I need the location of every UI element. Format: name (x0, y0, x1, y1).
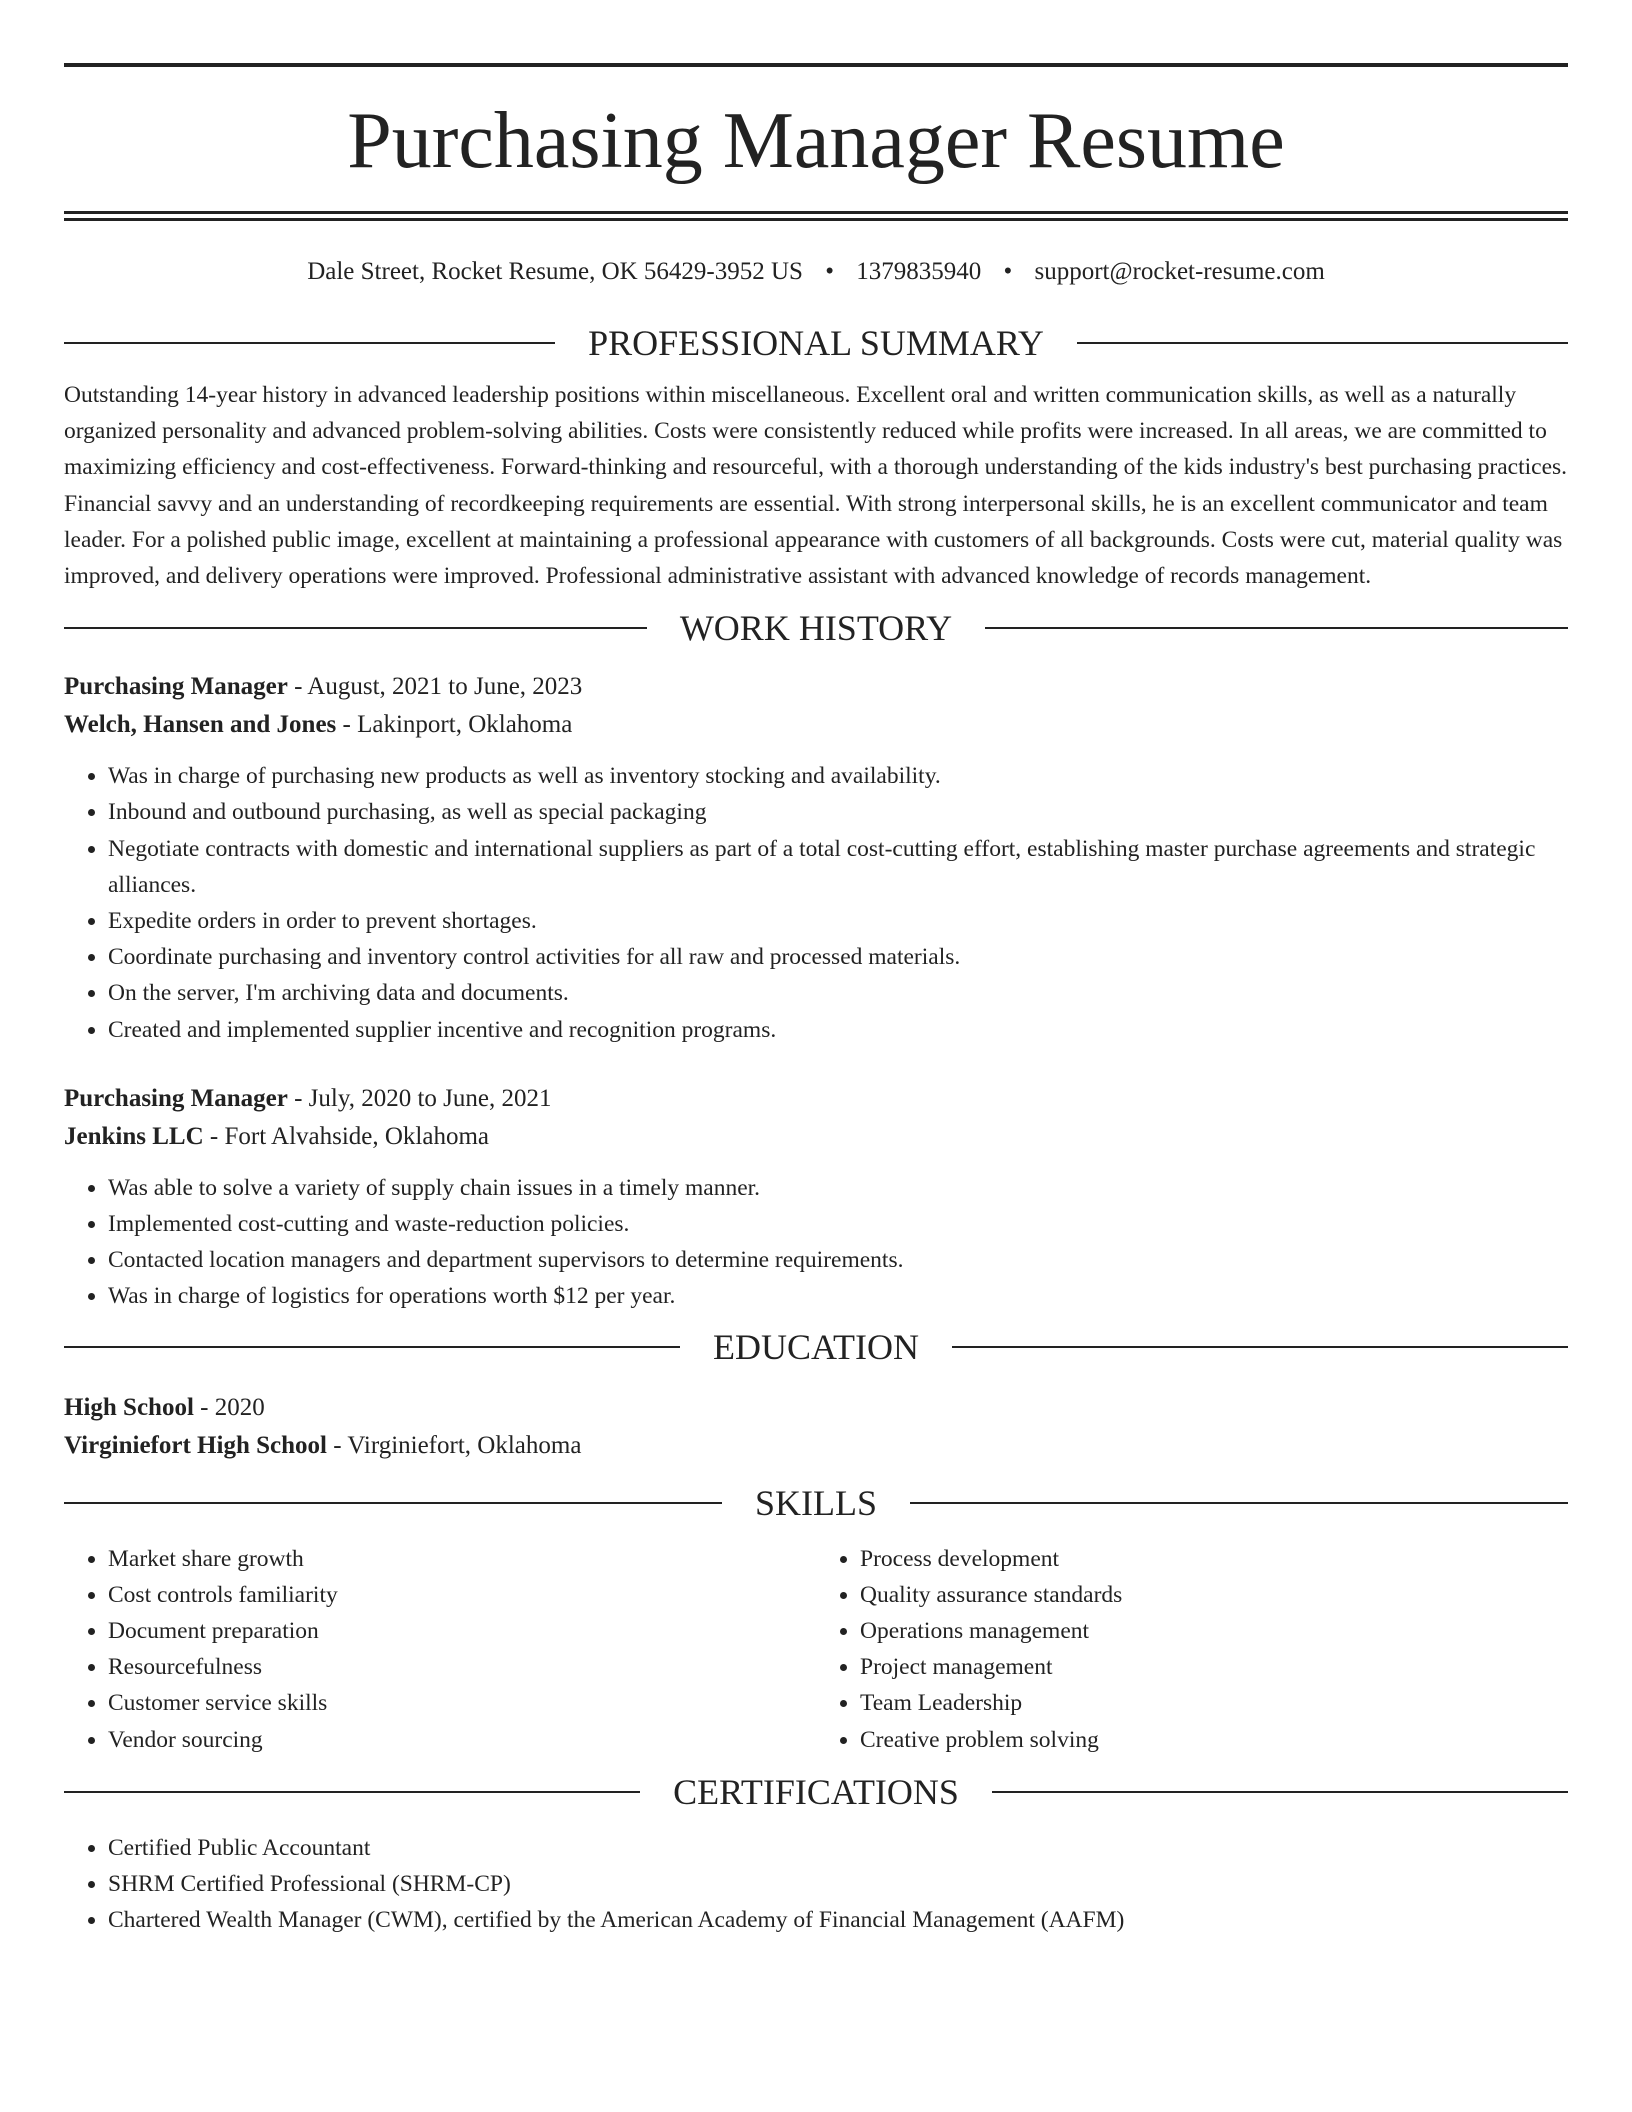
list-item: • SHRM Certified Professional (SHRM-CP) (108, 1866, 1568, 1902)
list-item: • Vendor sourcing (108, 1722, 816, 1758)
job-location: - Fort Alvahside, Oklahoma (203, 1122, 490, 1150)
section-heading-education (64, 1327, 1568, 1367)
section-title-summary: PROFESSIONAL SUMMARY (588, 323, 1044, 363)
section-title-skills: SKILLS (755, 1482, 878, 1523)
list-item: • Customer service skills (108, 1685, 816, 1721)
list-item: • Market share growth (108, 1541, 816, 1577)
section-title-education: EDUCATION (713, 1326, 919, 1367)
list-item: • Process development (860, 1541, 1568, 1577)
certifications-list (64, 1830, 1568, 1939)
job-dates: - July, 2020 to June, 2021 (287, 1084, 552, 1112)
heading-rule (910, 1502, 1568, 1504)
education-entry (64, 1389, 1568, 1465)
job-bullets (64, 1170, 1568, 1315)
heading-rule (985, 627, 1568, 629)
job-company-line (64, 706, 1568, 744)
job-title-line (64, 1080, 1568, 1118)
list-item: • Document preparation (108, 1613, 816, 1649)
education-location: - Virginiefort, Oklahoma (326, 1431, 582, 1459)
list-item: • Created and implemented supplier incentive and recognition programs. (108, 1012, 1568, 1048)
contact-phone: 1379835940 (856, 258, 982, 285)
resume-page (64, 0, 1568, 1938)
contact-separator: • (1003, 258, 1013, 285)
heading-rule (64, 1346, 680, 1348)
heading-rule (1077, 342, 1568, 344)
education-school-line (64, 1427, 1568, 1465)
job-role: Purchasing Manager (64, 673, 288, 701)
list-item: • Project management (860, 1649, 1568, 1685)
heading-rule (952, 1346, 1568, 1348)
section-title-work: WORK HISTORY (679, 608, 953, 649)
list-item: • Implemented cost-cutting and waste-reduction policies. (108, 1206, 1568, 1242)
heading-rule (64, 1502, 722, 1504)
skills-grid (64, 1541, 1568, 1758)
list-item: • Negotiate contracts with domestic and international suppliers as part of a total cost-cutting effort, establishing master purchase agreements and strategic alliances. (108, 831, 1568, 903)
education-degree-line (64, 1389, 1568, 1427)
resume-title: Purchasing Manager Resume (347, 97, 1285, 185)
list-item: • Was able to solve a variety of supply chain issues in a timely manner. (108, 1170, 1568, 1206)
list-item: • Chartered Wealth Manager (CWM), certified by the American Academy of Financial Management (AAFM) (108, 1902, 1568, 1938)
section-heading-skills (64, 1483, 1568, 1523)
list-item: • Was in charge of logistics for operations worth $12 per year. (108, 1278, 1568, 1314)
job-entry (64, 1080, 1568, 1315)
education-school: Virginiefort High School (64, 1431, 327, 1459)
list-item: • Was in charge of purchasing new products as well as inventory stocking and availability. (108, 758, 1568, 794)
skills-list-left (64, 1541, 816, 1758)
contact-email: support@rocket-resume.com (1034, 258, 1325, 285)
heading-rule (64, 342, 555, 344)
section-heading-certifications (64, 1772, 1568, 1812)
heading-rule (64, 1791, 640, 1793)
list-item: • Coordinate purchasing and inventory control activities for all raw and processed materials. (108, 939, 1568, 975)
section-heading-work (64, 608, 1568, 648)
job-dates: - August, 2021 to June, 2023 (287, 673, 583, 701)
skills-list-right (816, 1541, 1568, 1758)
contact-line (64, 257, 1568, 287)
contact-address: Dale Street, Rocket Resume, OK 56429-3952 US (307, 258, 803, 285)
list-item: • Expedite orders in order to prevent shortages. (108, 903, 1568, 939)
list-item: • Operations management (860, 1613, 1568, 1649)
job-location: - Lakinport, Oklahoma (336, 711, 573, 739)
list-item: • Quality assurance standards (860, 1577, 1568, 1613)
job-title-line (64, 668, 1568, 706)
job-company: Welch, Hansen and Jones (64, 711, 337, 739)
top-rule (64, 63, 1568, 67)
list-item: • Certified Public Accountant (108, 1830, 1568, 1866)
job-role: Purchasing Manager (64, 1084, 288, 1112)
job-company-line (64, 1118, 1568, 1156)
contact-separator: • (825, 258, 834, 285)
education-year: - 2020 (193, 1393, 265, 1421)
list-item: • Creative problem solving (860, 1722, 1568, 1758)
job-company: Jenkins LLC (64, 1122, 204, 1150)
summary-text: Outstanding 14-year history in advanced leadership positions within miscellaneous. Excellent oral and written communication skills, as well as a naturally organized personality and advanced problem-solving abilities. Costs were consistently reduced while profits were increased. In all areas, we are committed to maximizing efficiency and cost-effectiveness. Forward-thinking and resourceful, with a thorough understanding of the kids industry's best purchasing practices. Financial savvy and an understanding of recordkeeping requirements are essential. With strong interpersonal skills, he is an excellent communicator and team leader. For a polished public image, excellent at maintaining a professional appearance with customers of all backgrounds. Costs were cut, material quality was improved, and delivery operations were improved. Professional administrative assistant with advanced knowledge of records management. (64, 382, 1568, 590)
heading-rule (992, 1791, 1568, 1793)
list-item: • Resourcefulness (108, 1649, 816, 1685)
title-double-rule (64, 211, 1568, 221)
education-degree: High School (64, 1393, 194, 1421)
section-heading-summary (64, 323, 1568, 363)
list-item: • Inbound and outbound purchasing, as well as special packaging (108, 794, 1568, 830)
job-entry (64, 668, 1568, 1048)
job-bullets (64, 758, 1568, 1048)
list-item: • Contacted location managers and department supervisors to determine requirements. (108, 1242, 1568, 1278)
section-title-certifications: CERTIFICATIONS (673, 1771, 959, 1812)
heading-rule (64, 627, 647, 629)
list-item: • Team Leadership (860, 1685, 1568, 1721)
list-item: • On the server, I'm archiving data and documents. (108, 975, 1568, 1011)
list-item: • Cost controls familiarity (108, 1577, 816, 1613)
